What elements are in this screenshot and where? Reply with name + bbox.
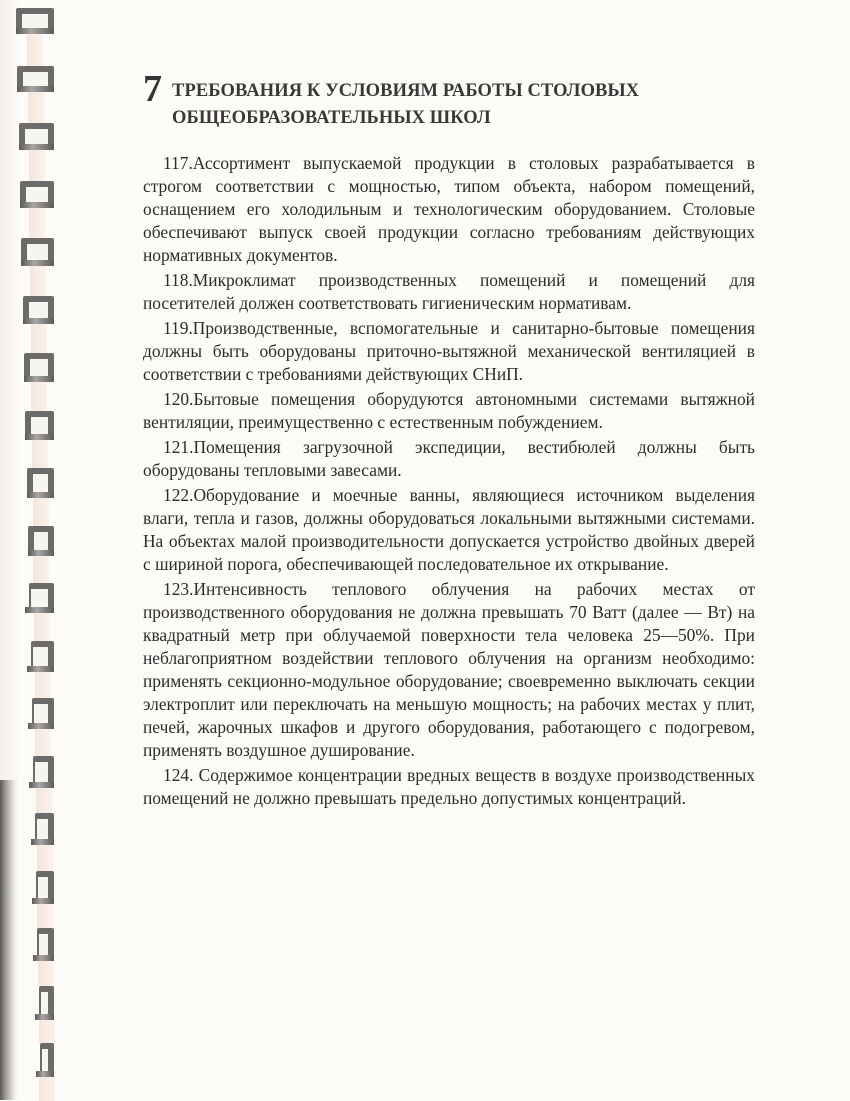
paragraph-number: 124. (163, 765, 199, 785)
binding-gap (32, 440, 48, 469)
paragraph-123 (143, 578, 755, 762)
binding-ring (19, 123, 54, 150)
binding-ring (17, 66, 54, 92)
binding-gap (35, 672, 51, 699)
paragraph-text: Содержимое концентрации вредных веществ в воздухе производственных помещений не должно превышать предельно допустимых концентраций. (143, 765, 755, 808)
binding-ring (21, 238, 54, 266)
paragraph-120 (143, 388, 755, 434)
binding-gap (29, 208, 45, 239)
section-number: 7 (143, 68, 162, 110)
paragraph-text: Оборудование и моечные ванны, являющиеся источником выделения влаги, тепла и газов, должны оборудоваться локальными вытяжными системами. На объектах малой производительности допускается устройство двойных дверей с шириной порога, обеспечивающей последовательное их открывание. (143, 485, 755, 574)
paragraph-118 (143, 269, 755, 315)
binding-ring (33, 756, 54, 788)
paragraph-number: 118. (163, 270, 193, 290)
binding-gap (34, 613, 50, 641)
binding-gap (31, 324, 47, 354)
binding-gap (39, 1020, 55, 1044)
binding-gap (37, 845, 53, 871)
paragraph-121 (143, 436, 755, 482)
binding-gap (36, 788, 52, 814)
paragraph-119 (143, 317, 755, 386)
binding-gap (33, 556, 49, 584)
section-title (172, 72, 639, 132)
paragraph-number: 121. (163, 437, 194, 457)
binding-gap (27, 34, 43, 66)
paragraph-number: 123. (163, 579, 194, 599)
paragraph-text: Интенсивность теплового облучения на рабочих местах от производственного оборудования не должна превышать 70 Ватт (далее — Вт) на квадратный метр при облучаемой поверхности тела человека 25—50%. При неблагоприятном воздействии теплового облучения на организм необходимо: применять секционно-модульное оборудование; своевременно выключать секции электроплит или переключать на меньшую мощность; на рабочих местах у плит, печей, жарочных шкафов и другого оборудования, работающего с подогревом, применять воздушное душирование. (143, 579, 755, 760)
binding-ring (39, 986, 54, 1020)
binding-gap (28, 92, 44, 124)
paragraph-122 (143, 484, 755, 576)
paragraph-text: Бытовые помещения оборудуются автономными системами вытяжной вентиляции, преимущественно с естественным побуждением. (143, 389, 755, 432)
paragraph-text: Микроклимат производственных помещений и помещений для посетителей должен соответствовать гигиеническим нормативам. (143, 270, 755, 313)
binding-ring (25, 411, 54, 440)
binding-gap (39, 1077, 55, 1101)
binding-gap (31, 382, 47, 411)
paragraph-text: Производственные, вспомогательные и санитарно-бытовые помещения должны быть оборудованы приточно-вытяжной механической вентиляцией в соответствии с требованиями действующих СНиП. (143, 318, 755, 384)
section-title-line-1: ТРЕБОВАНИЯ К УСЛОВИЯМ РАБОТЫ СТОЛОВЫХ (172, 81, 640, 101)
document-page (143, 68, 755, 812)
binding-gap (38, 961, 54, 986)
paragraph-124 (143, 764, 755, 810)
binding-ring (31, 641, 54, 672)
paragraph-number: 122. (163, 485, 194, 505)
binding-ring (16, 8, 54, 34)
binding-gap (33, 498, 49, 526)
paragraph-number: 119. (163, 318, 193, 338)
binding-ring (35, 813, 54, 845)
binding-gap (35, 729, 51, 756)
binding-ring (37, 928, 54, 961)
binding-gap (30, 266, 46, 296)
binding-ring (27, 468, 54, 498)
binding-ring (36, 871, 54, 904)
paragraph-117 (143, 152, 755, 267)
paragraph-number: 120. (163, 389, 194, 409)
section-title-line-2: ОБЩЕОБРАЗОВАТЕЛЬНЫХ ШКОЛ (172, 108, 491, 128)
binding-ring (40, 1043, 54, 1077)
binding-ring (20, 181, 54, 208)
paragraph-text: Помещения загрузочной экспедиции, вестибюлей должны быть оборудованы тепловыми завесами. (143, 437, 755, 480)
spiral-binding (0, 0, 60, 1100)
paragraph-text: Ассортимент выпускаемой продукции в столовых разрабатывается в строгом соответствии с мощностью, типом объекта, набором помещений, оснащением его холодильным и технологическим оборудованием. Столовые обеспечивают выпуск своей продукции согласно требованиям действующих нормативных документов. (143, 153, 755, 265)
binding-ring (24, 353, 54, 382)
paragraph-number: 117. (163, 153, 193, 173)
binding-ring (28, 526, 54, 556)
section-heading (143, 68, 755, 132)
binding-gap (37, 904, 53, 929)
binding-ring (32, 698, 54, 729)
binding-ring (23, 296, 54, 324)
binding-gap (29, 150, 45, 181)
binding-ring (29, 583, 54, 613)
